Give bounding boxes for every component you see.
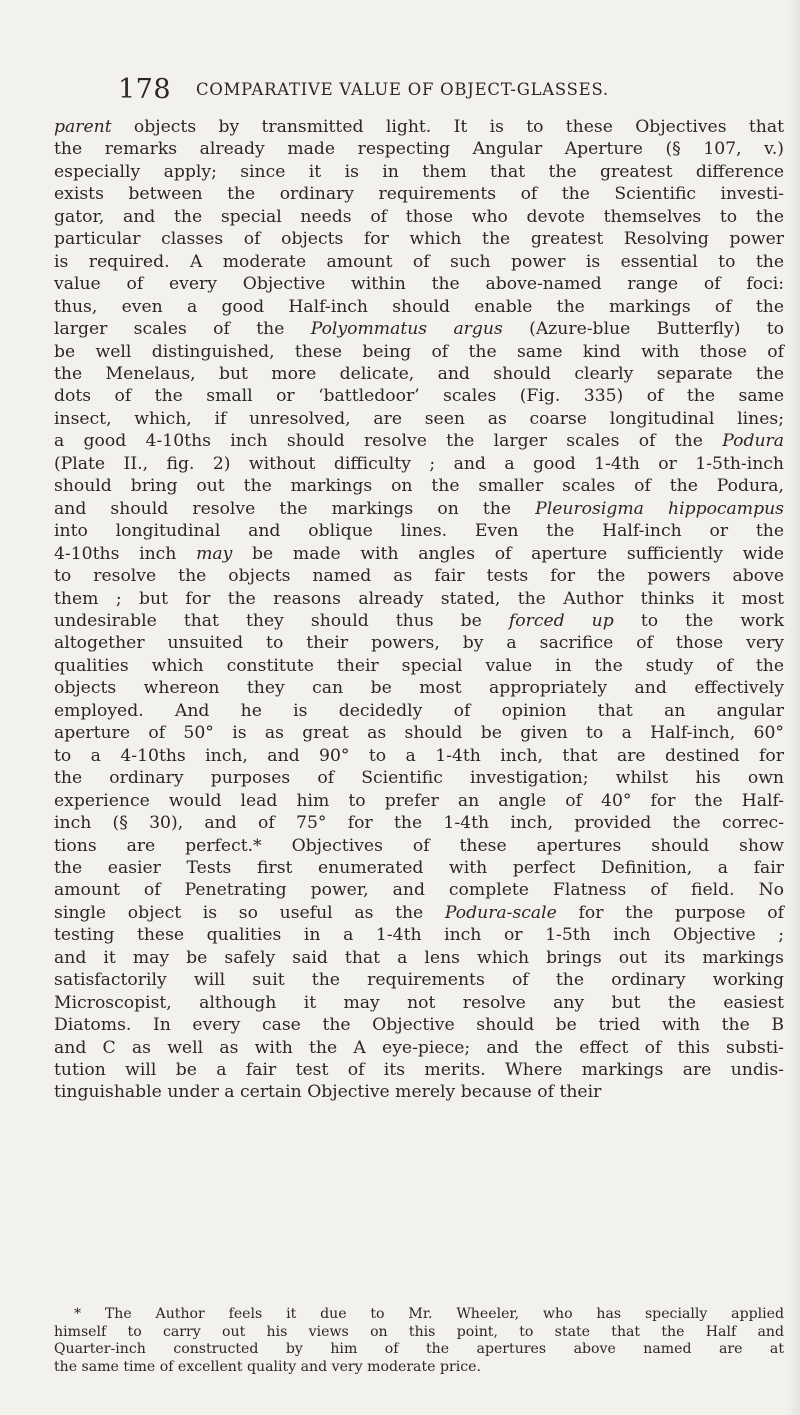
page-edge-shadow — [786, 0, 800, 1415]
running-head: COMPARATIVE VALUE OF OBJECT-GLASSES. — [196, 80, 609, 99]
body-line: to a 4-10ths inch, and 90° to a 1-4th inch, that are destined for — [54, 745, 784, 766]
body-line: inch (§ 30), and of 75° for the 1-4th inch, provided the correc- — [54, 813, 784, 834]
footnote-line: himself to carry out his views on this point, to state that the Half and — [54, 1323, 784, 1340]
body-line: gator, and the special needs of those who devote themselves to the — [54, 206, 784, 227]
body-line: and should resolve the markings on the Pleurosigma hippocampus — [54, 498, 784, 519]
body-line: satisfactorily will suit the requirements of the ordinary working — [54, 970, 784, 991]
body-line: aperture of 50° is as great as should be given to a Half-inch, 60° — [54, 723, 784, 744]
body-line: into longitudinal and oblique lines. Even the Half-inch or the — [54, 521, 784, 542]
footnote-line: the same time of excellent quality and very moderate price. — [54, 1358, 481, 1375]
body-line: a good 4-10ths inch should resolve the larger scales of the Podura — [54, 431, 784, 452]
body-line: and it may be safely said that a lens which brings out its markings — [54, 947, 784, 968]
body-line: undesirable that they should thus be forced up to the work — [54, 610, 785, 631]
body-line: the ordinary purposes of Scientific investigation; whilst his own — [54, 768, 784, 789]
body-line: value of every Objective within the above-named range of foci: — [54, 274, 784, 295]
page-number: 178 — [118, 74, 172, 105]
body-line: altogether unsuited to their powers, by a sacrifice of those very — [54, 633, 784, 654]
body-line: qualities which constitute their special value in the study of the — [54, 655, 784, 676]
body-line: particular classes of objects for which the greatest Resolving power — [54, 229, 784, 250]
body-line: to resolve the objects named as fair tests for the powers above — [54, 566, 784, 587]
body-line: amount of Penetrating power, and complete Flatness of field. No — [54, 880, 784, 901]
body-line: be well distinguished, these being of the same kind with those of — [54, 341, 784, 362]
body-line: exists between the ordinary requirements of the Scientific investi- — [54, 184, 784, 205]
body-line: dots of the small or ‘battledoor’ scales (Fig. 335) of the same — [54, 386, 784, 407]
body-text — [54, 116, 784, 1104]
footnote-line: * The Author feels it due to Mr. Wheeler, who has specially applied — [74, 1306, 784, 1322]
body-line: single object is so useful as the Podura-scale for the purpose of — [54, 902, 784, 923]
body-line: insect, which, if unresolved, are seen as coarse longitudinal lines; — [54, 408, 784, 429]
footnote — [54, 1306, 784, 1376]
body-line: them ; but for the reasons already stated, the Author thinks it most — [54, 588, 784, 609]
body-line: (Plate II., fig. 2) without difficulty ; and a good 1-4th or 1-5th-inch — [54, 453, 784, 474]
body-line: Diatoms. In every case the Objective should be tried with the B — [54, 1015, 784, 1036]
body-line: is required. A moderate amount of such power is essential to the — [54, 251, 784, 272]
footnote-line: Quarter-inch constructed by him of the apertures above named are at — [54, 1341, 784, 1358]
body-line: and C as well as with the A eye-piece; and the effect of this substi- — [54, 1037, 784, 1058]
body-line: should bring out the markings on the smaller scales of the Podura, — [54, 476, 784, 497]
body-line: employed. And he is decidedly of opinion that an angular — [54, 700, 784, 721]
body-line: testing these qualities in a 1-4th inch or 1-5th inch Objective ; — [54, 925, 784, 946]
body-line: the Menelaus, but more delicate, and should clearly separate the — [54, 363, 784, 384]
body-line: objects whereon they can be most appropriately and effectively — [54, 678, 784, 699]
body-line: tution will be a fair test of its merits. Where markings are undis- — [54, 1060, 784, 1081]
body-line: parent objects by transmitted light. It is to these Objectives that — [54, 117, 784, 137]
page-header — [118, 74, 703, 104]
body-line: experience would lead him to prefer an angle of 40° for the Half- — [54, 790, 784, 811]
body-line: especially apply; since it is in them that the greatest difference — [54, 161, 784, 182]
body-line: thus, even a good Half-inch should enable the markings of the — [54, 296, 784, 317]
body-line: larger scales of the Polyommatus argus (Azure-blue Butterfly) to — [54, 319, 784, 340]
body-line: the easier Tests first enumerated with perfect Definition, a fair — [54, 857, 784, 878]
body-line: 4-10ths inch may be made with angles of aperture sufficiently wide — [54, 543, 784, 564]
body-line: the remarks already made respecting Angular Aperture (§ 107, v.) — [54, 139, 784, 160]
body-line: tions are perfect.* Objectives of these apertures should show — [54, 835, 784, 856]
body-line: Microscopist, although it may not resolve any but the easiest — [54, 992, 784, 1013]
body-line: tinguishable under a certain Objective merely because of their — [54, 1082, 602, 1103]
